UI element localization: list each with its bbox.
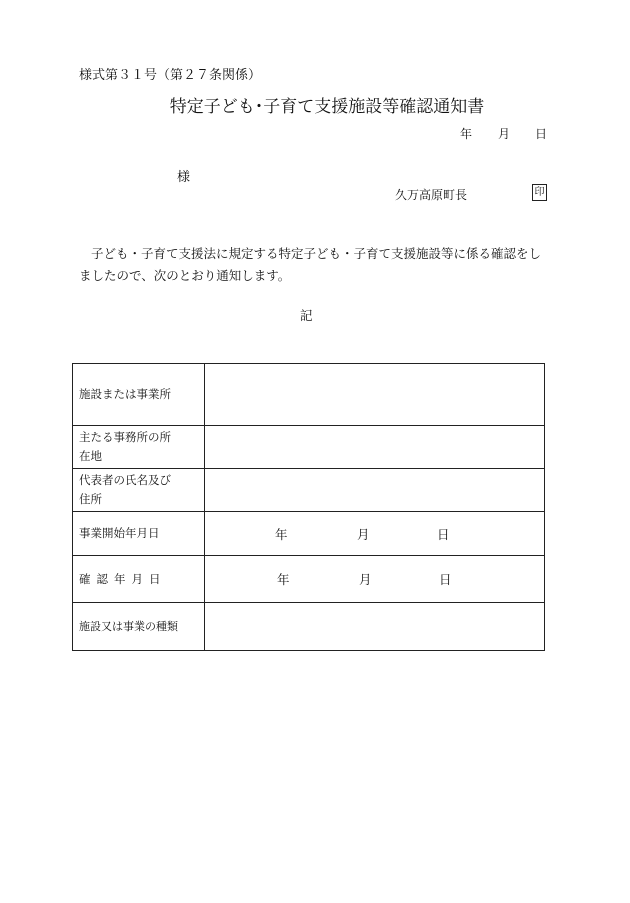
confirm-date-month: 月 <box>359 572 372 587</box>
table-row-representative <box>73 469 545 512</box>
representative-label <box>73 469 205 512</box>
confirm-date-year: 年 <box>277 572 290 587</box>
facility-label: 施設または事業所 <box>73 364 205 426</box>
representative-label-line-1: 代表者の氏名及び <box>79 473 171 487</box>
form-number: 様式第３１号（第２７条関係） <box>79 68 262 83</box>
date-day-label: 日 <box>535 127 548 141</box>
office-address-value[interactable] <box>205 426 545 469</box>
notice-body-line-2: ましたので、次のとおり通知します。 <box>79 268 291 283</box>
details-table <box>72 363 545 651</box>
notice-body <box>79 243 549 287</box>
office-address-label <box>73 426 205 469</box>
start-date-day: 日 <box>437 526 450 542</box>
start-date-label: 事業開始年月日 <box>73 512 205 556</box>
addressee-suffix: 様 <box>177 170 191 185</box>
start-date-month: 月 <box>357 526 370 542</box>
confirm-date-label: 確認年月日 <box>73 556 205 603</box>
ki-heading: 記 <box>300 308 313 323</box>
table-row-facility-type <box>73 603 545 651</box>
table-row-start-date <box>73 512 545 556</box>
representative-value[interactable] <box>205 469 545 512</box>
seal-mark: 印 <box>532 184 547 201</box>
table-row-confirm-date <box>73 556 545 603</box>
document-title: 特定子ども･子育て支援施設等確認通知書 <box>169 97 485 117</box>
facility-type-label: 施設又は事業の種類 <box>73 603 205 651</box>
facility-type-value[interactable] <box>205 603 545 651</box>
table-row-facility <box>73 364 545 426</box>
date-year-label: 年 <box>460 127 473 141</box>
date-month-label: 月 <box>498 127 511 141</box>
facility-value[interactable] <box>205 364 545 426</box>
representative-label-line-2: 住所 <box>79 492 102 506</box>
table-row-office-address <box>73 426 545 469</box>
start-date-value[interactable] <box>205 512 545 556</box>
confirm-date-value[interactable] <box>205 556 545 603</box>
issuer-name: 久万高原町長 <box>395 188 468 202</box>
office-address-label-line-1: 主たる事務所の所 <box>79 430 171 444</box>
start-date-year: 年 <box>275 526 288 542</box>
office-address-label-line-2: 在地 <box>79 449 102 463</box>
confirm-date-day: 日 <box>439 572 452 587</box>
notice-body-line-1: 子ども・子育て支援法に規定する特定子ども・子育て支援施設等に係る確認をし <box>91 246 542 261</box>
